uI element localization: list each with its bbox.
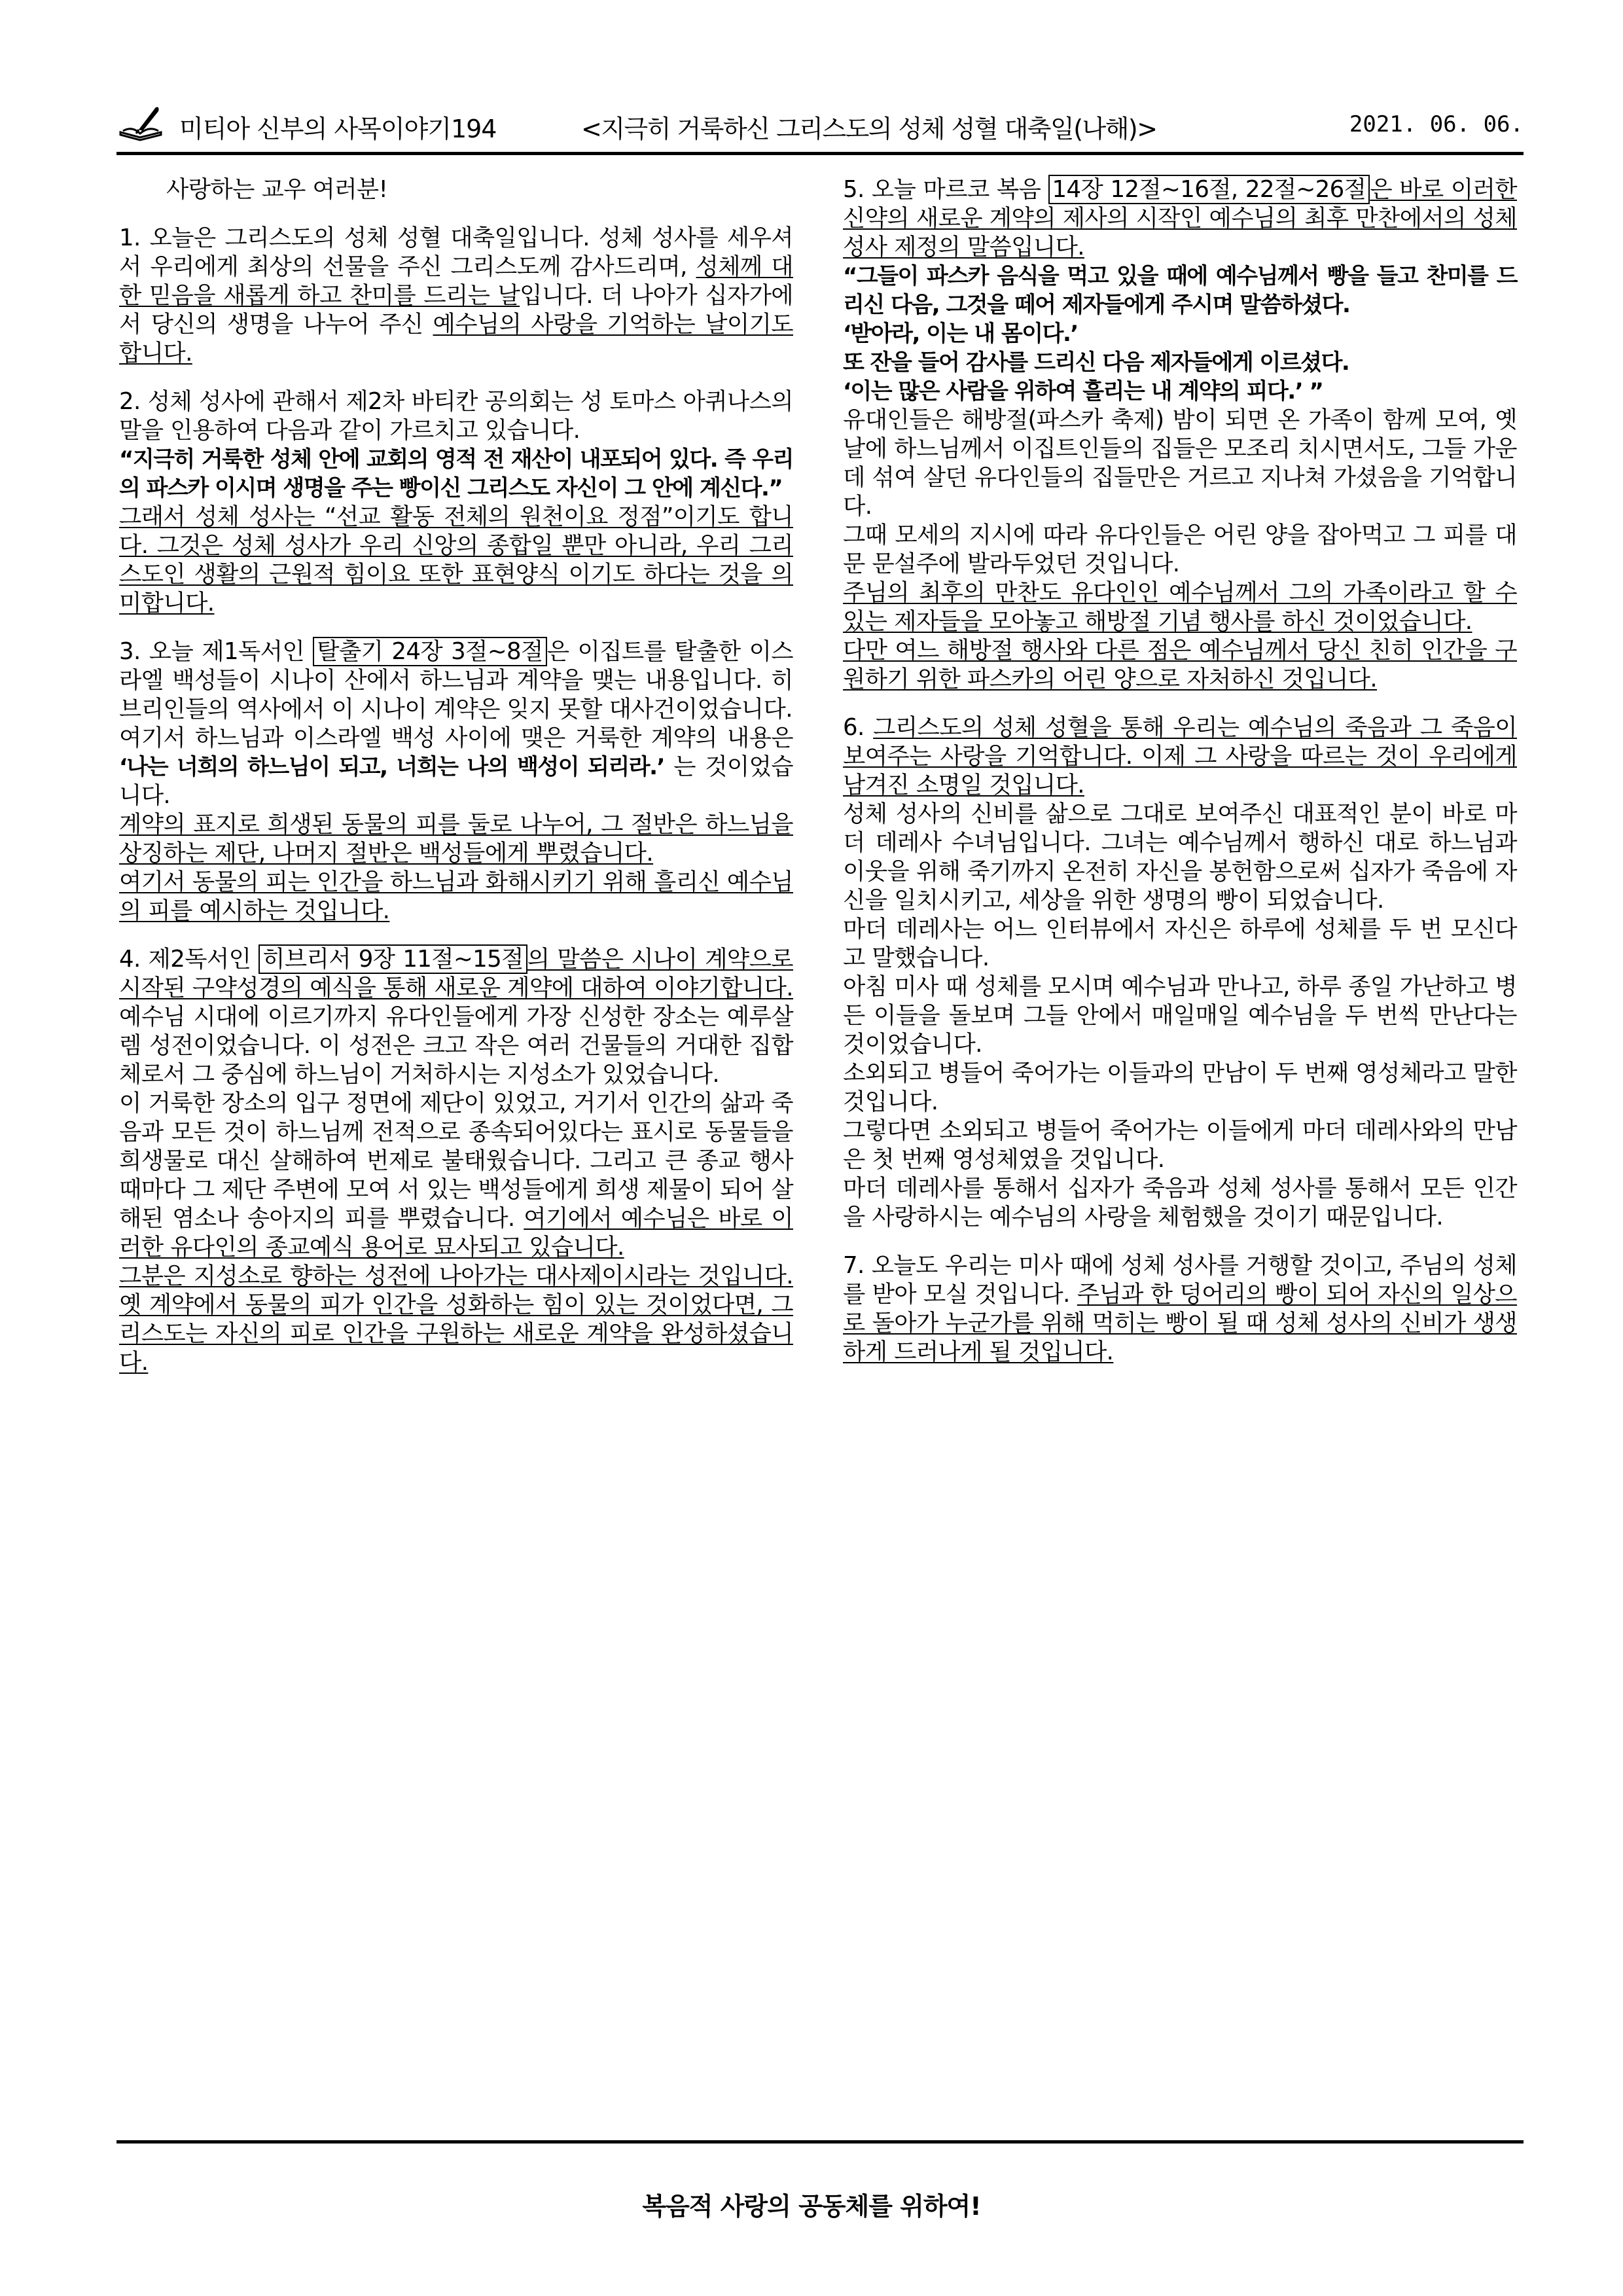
series-title: 미티아 신부의 사목이야기194 (179, 115, 497, 143)
issue-date: 2021. 06. 06. (1349, 111, 1524, 137)
header-divider (116, 152, 1524, 155)
reading-reference: 히브리서 9장 11절~15절 (259, 944, 527, 974)
section-3-sign: 계약의 표지로 희생된 동물의 피를 둘로 나누어, 그 절반은 하느님을 상징하는 제단, 나머지 절반은 백성들에게 뿌렸습니다. (119, 811, 793, 867)
section-6-teresa: 성체 성사의 신비를 삶으로 그대로 보여주신 대표적인 분이 바로 마더 데레사 수녀님입니다. 그녀는 예수님께서 행하신 대로 하느님과 이웃을 위해 죽기까지 온전히 자신을 봉헌함으로써 십자가 죽음에 자신을 일치시키고, 세상을 위한 생명의 빵이 되었습니다. (843, 800, 1517, 914)
section-6-interview: 마더 데레사는 어느 인터뷰에서 자신은 하루에 성체를 두 번 모신다고 말했습니다. (843, 916, 1517, 971)
section-5-passover: 유대인들은 해방절(파스카 축제) 밤이 되면 온 가족이 함께 모여, 옛날에 하느님께서 이집트인들의 집들은 모조리 치시면서도, 그들 가운데 섞여 살던 유다인들의 집들만은 거르고 지나쳐 가셨음을 기억합니다. (843, 406, 1517, 520)
page-header (116, 98, 1524, 151)
section-3-covenant: 여기서 하느님과 이스라엘 백성 사이에 맺은 거룩한 계약의 내용은 ‘나는 너희의 하느님이 되고, 너희는 나의 백성이 되리라.’ 는 것이었습니다. (119, 725, 794, 809)
section-5-lamb: 그때 모세의 지시에 따라 유다인들은 어린 양을 잡아먹고 그 피를 대문 문설주에 발라두었던 것입니다. (843, 522, 1517, 577)
left-column (119, 175, 793, 1397)
book-quill-icon (116, 103, 165, 143)
reading-reference: 탈출기 24장 3절~8절 (313, 637, 547, 666)
footer-divider (116, 2140, 1524, 2144)
section-6-second: 소외되고 병들어 죽어가는 이들과의 만남이 두 번째 영성체라고 말한 것입니다. (843, 1060, 1517, 1115)
right-column (843, 175, 1517, 1367)
footer-motto: 복음적 사랑의 공동체를 위하여! (642, 2192, 981, 2221)
section-2-intro: 2. 성체 성사에 관해서 제2차 바티칸 공의회는 성 토마스 아퀴나스의 말을 인용하여 다음과 같이 가르치고 있습니다. (119, 388, 793, 444)
section-4-intro: 4. 제2독서인 히브리서 9장 11절~15절 의 말씀은 시나이 계약으로 시작된 구약성경의 예식을 통해 새로운 계약에 대하여 이야기합니다. 예수님 시대에 이르기까지 유다인들에게 가장 신성한 장소는 예루살렘 성전이었습니다. 이 성전은 크고 작은 여러 건물들의 거대한 집합체로서 그 중심에 하느님이 거처하시는 지성소가 있었습니다. (119, 946, 793, 1088)
gospel-reference: 14장 12절~16절, 22절~26절 (1048, 175, 1370, 204)
gospel-quote-4: ‘이는 많은 사람을 위하여 흘리는 내 계약의 피다.’ ” (843, 378, 1323, 404)
gospel-quote-1: “그들이 파스카 음식을 먹고 있을 때에 예수님께서 빵을 들고 찬미를 드리신 다음, 그것을 떼어 제자들에게 주시며 말씀하셨다. (843, 263, 1517, 318)
section-1: 1. 오늘은 그리스도의 성체 성혈 대축일입니다. 성체 성사를 세우셔서 우리에게 최상의 선물을 주신 그리스도께 감사드리며, 성체께 대한 믿음을 새롭게 하고 찬미를 드리는 날입니다. 더 나아가 십자가에서 당신의 생명을 나누어 주신 예수님의 사랑을 기억하는 날이기도 합니다. (119, 224, 793, 367)
section-2-body: 그래서 성체 성사는 “선교 활동 전체의 원천이요 정점”이기도 합니다. 그것은 성체 성사가 우리 신앙의 종합일 뿐만 아니라, 우리 그리스도인 생활의 근원적 힘이요 또한 표현양식 이기도 하다는 것을 의미합니다. (119, 503, 793, 617)
section-3-blood: 여기서 동물의 피는 인간을 하느님과 화해시키기 위해 흘리신 예수님의 피를 예시하는 것입니다. (119, 869, 793, 924)
section-5-supper: 주님의 최후의 만찬도 유다인인 예수님께서 그의 가족이라고 할 수 있는 제자들을 모아놓고 해방절 기념 행사를 하신 것이었습니다. (843, 579, 1517, 635)
section-4-altar: 이 거룩한 장소의 입구 정면에 제단이 있었고, 거기서 인간의 삶과 죽음과 모든 것이 하느님께 전적으로 종속되어있다는 표시로 동물들을 희생물로 대신 살해하여 번제로 불태웠습니다. 그리고 큰 종교 행사 때마다 그 제단 주변에 모여 서 있는 백성들에게 희생 제물이 되어 살해된 염소나 송아지의 피를 뿌렸습니다. 여기에서 예수님은 바로 이러한 유다인의 종교예식 용어로 묘사되고 있습니다. (119, 1090, 793, 1261)
section-2-quote: “지극히 거룩한 성체 안에 교회의 영적 전 재산이 내포되어 있다. 즉 우리의 파스카 이시며 생명을 주는 빵이신 그리스도 자신이 그 안에 계신다.” (119, 446, 793, 501)
section-5-intro: 5. 오늘 마르코 복음 14장 12절~16절, 22절~26절 은 바로 이러한 신약의 새로운 계약의 제사의 시작인 예수님의 최후 만찬에서의 성체 성사 제정의 말씀입니다. (843, 176, 1518, 260)
gospel-quote-3: 또 잔을 들어 감사를 드리신 다음 제자들에게 이르셨다. (843, 350, 1349, 376)
feast-title: <지극히 거룩하신 그리스도의 성체 성혈 대축일(나해)> (581, 115, 1157, 143)
section-7: 7. 오늘도 우리는 미사 때에 성체 성사를 거행할 것이고, 주님의 성체를 받아 모실 것입니다. 주님과 한 덩어리의 빵이 되어 자신의 일상으로 돌아가 누군가를 위해 먹히는 빵이 될 때 성체 성사의 신비가 생생하게 드러나게 될 것입니다. (843, 1252, 1517, 1365)
section-6-reason: 마더 데레사를 통해서 십자가 죽음과 성체 성사를 통해서 모든 인간을 사랑하시는 예수님의 사랑을 체험했을 것이기 때문입니다. (843, 1175, 1517, 1230)
section-3-intro: 3. 오늘 제1독서인 탈출기 24장 3절~8절 은 이집트를 탈출한 이스라엘 백성들이 시나이 산에서 하느님과 계약을 맺는 내용입니다. 히브리인들의 역사에서 이 시나이 계약은 잊지 못할 대사건이었습니다. (119, 638, 793, 723)
gospel-quote-2: ‘받아라, 이는 내 몸이다.’ (843, 321, 1078, 347)
section-4-priest: 그분은 지성소로 향하는 성전에 나아가는 대사제이시라는 것입니다. 옛 계약에서 동물의 피가 인간을 성화하는 힘이 있는 것이었다면, 그리스도는 자신의 피로 인간을 구원하는 새로운 계약을 완성하셨습니다. (119, 1263, 793, 1376)
section-5-difference: 다만 여느 해방절 행사와 다른 점은 예수님께서 당신 친히 인간을 구원하기 위한 파스카의 어린 양으로 자처하신 것입니다. (843, 637, 1517, 692)
section-6-morning: 아침 미사 때 성체를 모시며 예수님과 만나고, 하루 종일 가난하고 병든 이들을 돌보며 그들 안에서 매일매일 예수님을 두 번씩 만난다는 것이었습니다. (843, 973, 1517, 1058)
section-6-intro: 6. 그리스도의 성체 성혈을 통해 우리는 예수님의 죽음과 그 죽음이 보여주는 사랑을 기억합니다. 이제 그 사랑을 따르는 것이 우리에게 남겨진 소명일 것입니다. (843, 714, 1517, 798)
section-6-first: 그렇다면 소외되고 병들어 죽어가는 이들에게 마더 데레사와의 만남은 첫 번째 영성체였을 것입니다. (843, 1117, 1517, 1173)
greeting: 사랑하는 교우 여러분! (166, 176, 388, 203)
